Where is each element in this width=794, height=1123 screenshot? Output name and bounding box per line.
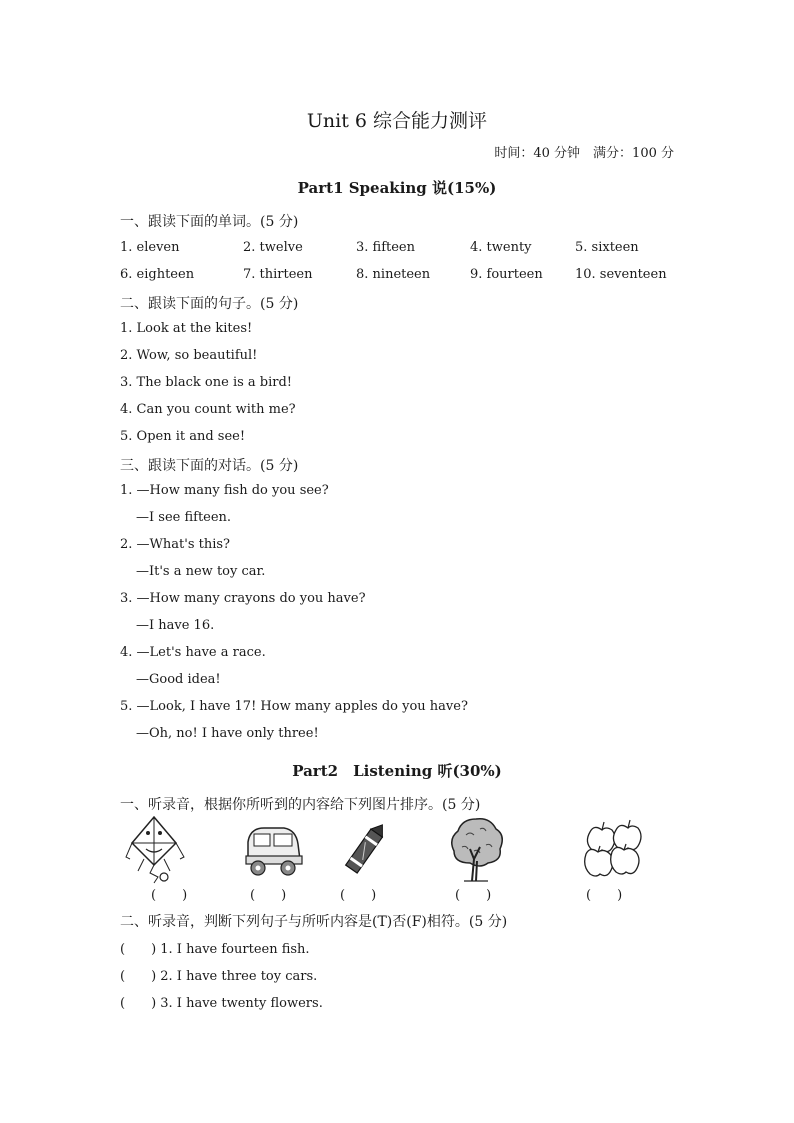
tree-icon bbox=[446, 815, 506, 883]
crayon-icon bbox=[342, 820, 390, 880]
time-score-info: 时间：40 分钟 满分：100 分 bbox=[494, 146, 674, 161]
true-false-item[interactable]: ( ) 1. I have fourteen fish. bbox=[120, 942, 310, 957]
dialogue-line: 1. —How many fish do you see? bbox=[120, 483, 329, 498]
dialogue-line: —I have 16. bbox=[136, 618, 215, 633]
part2-sec1-heading: 一、听录音，根据你所听到的内容给下列图片排序。(5 分) bbox=[120, 797, 481, 813]
sentence-line: 5. Open it and see! bbox=[120, 429, 246, 444]
sentence-line: 3. The black one is a bird! bbox=[120, 375, 293, 390]
part1-sec1-heading: 一、跟读下面的单词。(5 分) bbox=[120, 214, 299, 230]
word-item: 10. seventeen bbox=[575, 267, 667, 282]
dialogue-line: 3. —How many crayons do you have? bbox=[120, 591, 366, 606]
word-item: 9. fourteen bbox=[470, 267, 543, 282]
dialogue-line: 4. —Let's have a race. bbox=[120, 645, 266, 660]
apples-icon bbox=[582, 818, 648, 880]
part2-sec2-heading: 二、听录音，判断下列句子与所听内容是(T)否(F)相符。(5 分) bbox=[120, 914, 508, 930]
dialogue-line: 2. —What's this? bbox=[120, 537, 231, 552]
dialogue-line: —I see fifteen. bbox=[136, 510, 232, 525]
answer-blank[interactable]: ( ) bbox=[455, 888, 492, 903]
dialogue-line: —It's a new toy car. bbox=[136, 564, 266, 579]
word-item: 5. sixteen bbox=[575, 240, 639, 255]
part1-sec2-heading: 二、跟读下面的句子。(5 分) bbox=[120, 296, 299, 312]
word-item: 2. twelve bbox=[243, 240, 303, 255]
answer-blank[interactable]: ( ) bbox=[151, 888, 188, 903]
word-item: 7. thirteen bbox=[243, 267, 313, 282]
word-item: 8. nineteen bbox=[356, 267, 431, 282]
page-title: Unit 6 综合能力测评 bbox=[306, 110, 488, 132]
answer-blank[interactable]: ( ) bbox=[250, 888, 287, 903]
dialogue-line: —Good idea! bbox=[136, 672, 221, 687]
sentence-line: 1. Look at the kites! bbox=[120, 321, 253, 336]
toy-car-icon bbox=[240, 822, 304, 878]
answer-blank[interactable]: ( ) bbox=[340, 888, 377, 903]
dialogue-line: —Oh, no! I have only three! bbox=[136, 726, 319, 741]
word-item: 3. fifteen bbox=[356, 240, 416, 255]
word-item: 4. twenty bbox=[470, 240, 532, 255]
word-item: 1. eleven bbox=[120, 240, 180, 255]
kite-icon bbox=[124, 815, 194, 885]
sentence-line: 4. Can you count with me? bbox=[120, 402, 296, 417]
part1-sec3-heading: 三、跟读下面的对话。(5 分) bbox=[120, 458, 299, 474]
word-item: 6. eighteen bbox=[120, 267, 195, 282]
true-false-item[interactable]: ( ) 2. I have three toy cars. bbox=[120, 969, 318, 984]
answer-blank[interactable]: ( ) bbox=[586, 888, 623, 903]
dialogue-line: 5. —Look, I have 17! How many apples do you have? bbox=[120, 699, 468, 714]
true-false-item[interactable]: ( ) 3. I have twenty flowers. bbox=[120, 996, 323, 1011]
part1-heading: Part1 Speaking 说(15%) bbox=[297, 179, 497, 197]
sentence-line: 2. Wow, so beautiful! bbox=[120, 348, 258, 363]
part2-heading: Part2 Listening 听(30%) bbox=[292, 762, 502, 780]
